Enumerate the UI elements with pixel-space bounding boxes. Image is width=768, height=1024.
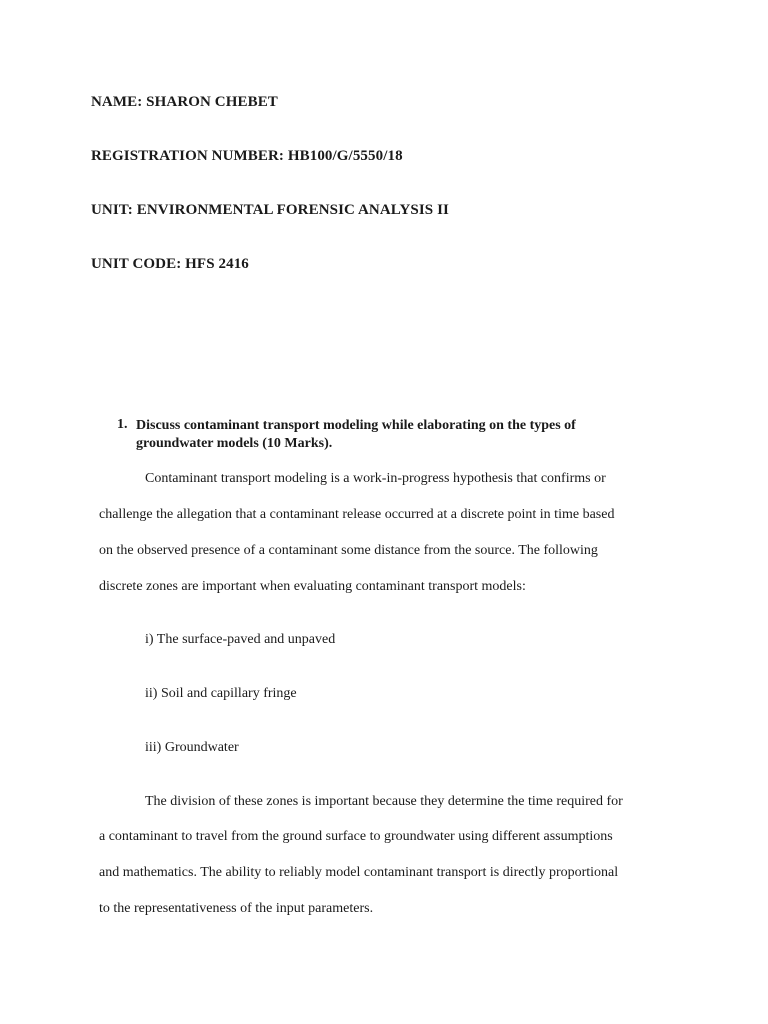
paragraph2-line3: and mathematics. The ability to reliably model contaminant transport is directly proportional bbox=[99, 865, 619, 880]
question-text: Discuss contaminant transport modeling while elaborating on the types of groundwater models (10 Marks). bbox=[136, 418, 576, 451]
unit-code: UNIT CODE: HFS 2416 bbox=[91, 256, 249, 272]
paragraph2-line1: The division of these zones is important because they determine the time required for bbox=[145, 794, 623, 809]
zone-item: i) The surface-paved and unpaved bbox=[145, 632, 336, 647]
paragraph2-line4: to the representativeness of the input parameters. bbox=[99, 901, 374, 916]
question-number: 1. bbox=[117, 417, 128, 432]
zone-item: ii) Soil and capillary fringe bbox=[145, 686, 297, 701]
paragraph2-line2: a contaminant to travel from the ground surface to groundwater using different assumptions bbox=[99, 829, 613, 844]
paragraph1-line2: challenge the allegation that a contaminant release occurred at a discrete point in time based bbox=[99, 507, 615, 522]
paragraph1-line3: on the observed presence of a contaminant some distance from the source. The following bbox=[99, 543, 598, 558]
unit-title: UNIT: ENVIRONMENTAL FORENSIC ANALYSIS II bbox=[91, 202, 449, 218]
student-name: NAME: SHARON CHEBET bbox=[91, 94, 278, 110]
paragraph1-line1: Contaminant transport modeling is a work-in-progress hypothesis that confirms or bbox=[145, 471, 606, 486]
registration-number: REGISTRATION NUMBER: HB100/G/5550/18 bbox=[91, 148, 403, 164]
zone-item: iii) Groundwater bbox=[145, 740, 239, 755]
paragraph1-line4: discrete zones are important when evaluating contaminant transport models: bbox=[99, 579, 526, 594]
